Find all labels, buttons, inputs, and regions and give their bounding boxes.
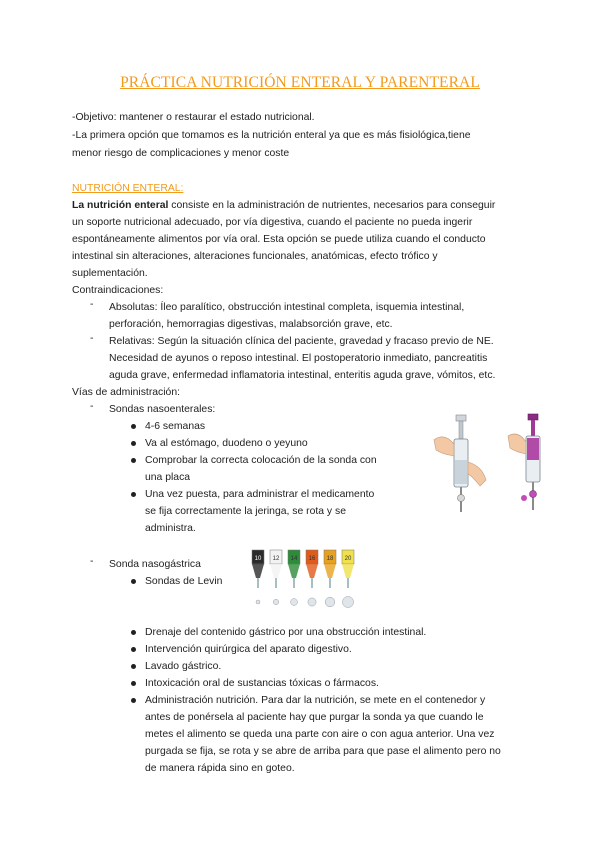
ng-bullet-nutrition-l4: purgada se fija, se rota y se abre de arriba para que pase el alimento pero no <box>145 746 501 757</box>
svg-text:18: 18 <box>326 556 334 562</box>
enteral-definition-l5: suplementación. <box>72 268 148 279</box>
levin-tube-10 <box>252 550 264 604</box>
first-option-line-2: menor riesgo de complicaciones y menor coste <box>72 148 290 159</box>
dash-bullet: - <box>90 556 94 567</box>
ng-bullet-lavage: Lavado gástrico. <box>145 661 222 672</box>
bullet-dot <box>131 681 136 686</box>
svg-text:12: 12 <box>272 556 280 562</box>
enteral-definition-rest: consiste en la administración de nutrientes, necesarios para conseguir <box>168 200 496 211</box>
ne-bullet-1: 4-6 semanas <box>145 421 206 432</box>
first-option-line: -La primera opción que tomamos es la nutrición enteral ya que es más fisiológica,tiene <box>72 130 471 141</box>
svg-text:20: 20 <box>344 556 352 562</box>
ne-bullet-3-l2: una placa <box>145 472 191 483</box>
ng-bullet-nutrition-l3: metes el alimento se queda una parte con aire o con agua anterior. Una vez <box>145 729 495 740</box>
svg-text:10: 10 <box>254 556 262 562</box>
bullet-dot <box>131 698 136 703</box>
dash-bullet: - <box>90 299 94 310</box>
dash-bullet: - <box>90 333 94 344</box>
ng-bullet-drainage: Drenaje del contenido gástrico por una obstrucción intestinal. <box>145 627 427 638</box>
bullet-dot <box>131 492 136 497</box>
ng-bullet-nutrition-l5: de manera rápida sino en goteo. <box>145 763 295 774</box>
bullet-dot <box>131 441 136 446</box>
relative-contra-l3: aguda grave, enfermedad inflamatoria intestinal, enteritis aguda grave, vómitos, etc. <box>109 370 496 381</box>
levin-tube-16 <box>306 550 318 606</box>
levin-tube-18 <box>324 550 336 607</box>
absolute-contra-l2: perforación, hemorragias digestivas, malabsorción grave, etc. <box>109 319 393 330</box>
nasoenteral-label: Sondas nasoenterales: <box>109 404 216 415</box>
ne-bullet-4-l3: administra. <box>145 523 196 534</box>
bullet-dot <box>131 424 136 429</box>
ne-bullet-4-l2: se fija correctamente la jeringa, se rota y se <box>145 506 346 517</box>
objective-line: -Objetivo: mantener o restaurar el estado nutricional. <box>72 112 315 123</box>
nasogastric-label: Sonda nasogástrica <box>109 559 201 570</box>
enteral-heading: NUTRICIÓN ENTERAL: <box>72 183 184 194</box>
syringe-illustration <box>430 410 560 515</box>
dash-bullet: - <box>90 401 94 412</box>
ng-bullet-levin: Sondas de Levin <box>145 576 223 587</box>
bullet-dot <box>131 630 136 635</box>
ng-bullet-nutrition-l1: Administración nutrición. Para dar la nutrición, se mete en el contenedor y <box>145 695 486 706</box>
enteral-definition-l4: intestinal sin alteraciones, alteraciones funcionales, anatómicas, efecto trófico y <box>72 251 438 262</box>
bullet-dot <box>131 458 136 463</box>
bullet-dot <box>131 579 136 584</box>
ne-bullet-4-l1: Una vez puesta, para administrar el medicamento <box>145 489 375 500</box>
ne-bullet-2: Va al estómago, duodeno o yeyuno <box>145 438 308 449</box>
enteral-definition-bold: La nutrición enteral <box>72 200 169 211</box>
absolute-contra-l1: Absolutas: Íleo paralítico, obstrucción intestinal completa, isquemia intestinal, <box>109 302 465 313</box>
levin-tube-20 <box>342 550 354 608</box>
contraindications-label: Contraindicaciones: <box>72 285 164 296</box>
levin-tube-14 <box>288 550 300 605</box>
enteral-definition <box>72 197 495 215</box>
bullet-dot <box>131 664 136 669</box>
page-title: PRÁCTICA NUTRICIÓN ENTERAL Y PARENTERAL <box>120 74 480 91</box>
routes-label: Vías de administración: <box>72 387 181 398</box>
enteral-definition-l3: espontáneamente alimentos por vía oral. Esta opción se puede utiliza cuando el conducto <box>72 234 486 245</box>
ng-bullet-surgery: Intervención quirúrgica del aparato digestivo. <box>145 644 352 655</box>
ne-bullet-3-l1: Comprobar la correcta colocación de la sonda con <box>145 455 377 466</box>
levin-tube-12 <box>270 550 282 605</box>
levin-tubes-illustration <box>248 548 360 610</box>
bullet-dot <box>131 647 136 652</box>
relative-contra-l1: Relativas: Según la situación clínica del paciente, gravedad y fracaso previo de NE. <box>109 336 494 347</box>
ng-bullet-nutrition-l2: antes de ponérsela al paciente hay que purgar la sonda ya que cuando le <box>145 712 484 723</box>
enteral-definition-l2: un soporte nutricional adecuado, por vía digestiva, cuando el paciente no pueda ingerir <box>72 217 473 228</box>
svg-text:16: 16 <box>308 556 316 562</box>
ng-bullet-intoxication: Intoxicación oral de sustancias tóxicas o fármacos. <box>145 678 379 689</box>
svg-text:14: 14 <box>290 556 298 562</box>
relative-contra-l2: Necesidad de ayunos o reposo intestinal. El postoperatorio inmediato, pancreatitis <box>109 353 488 364</box>
